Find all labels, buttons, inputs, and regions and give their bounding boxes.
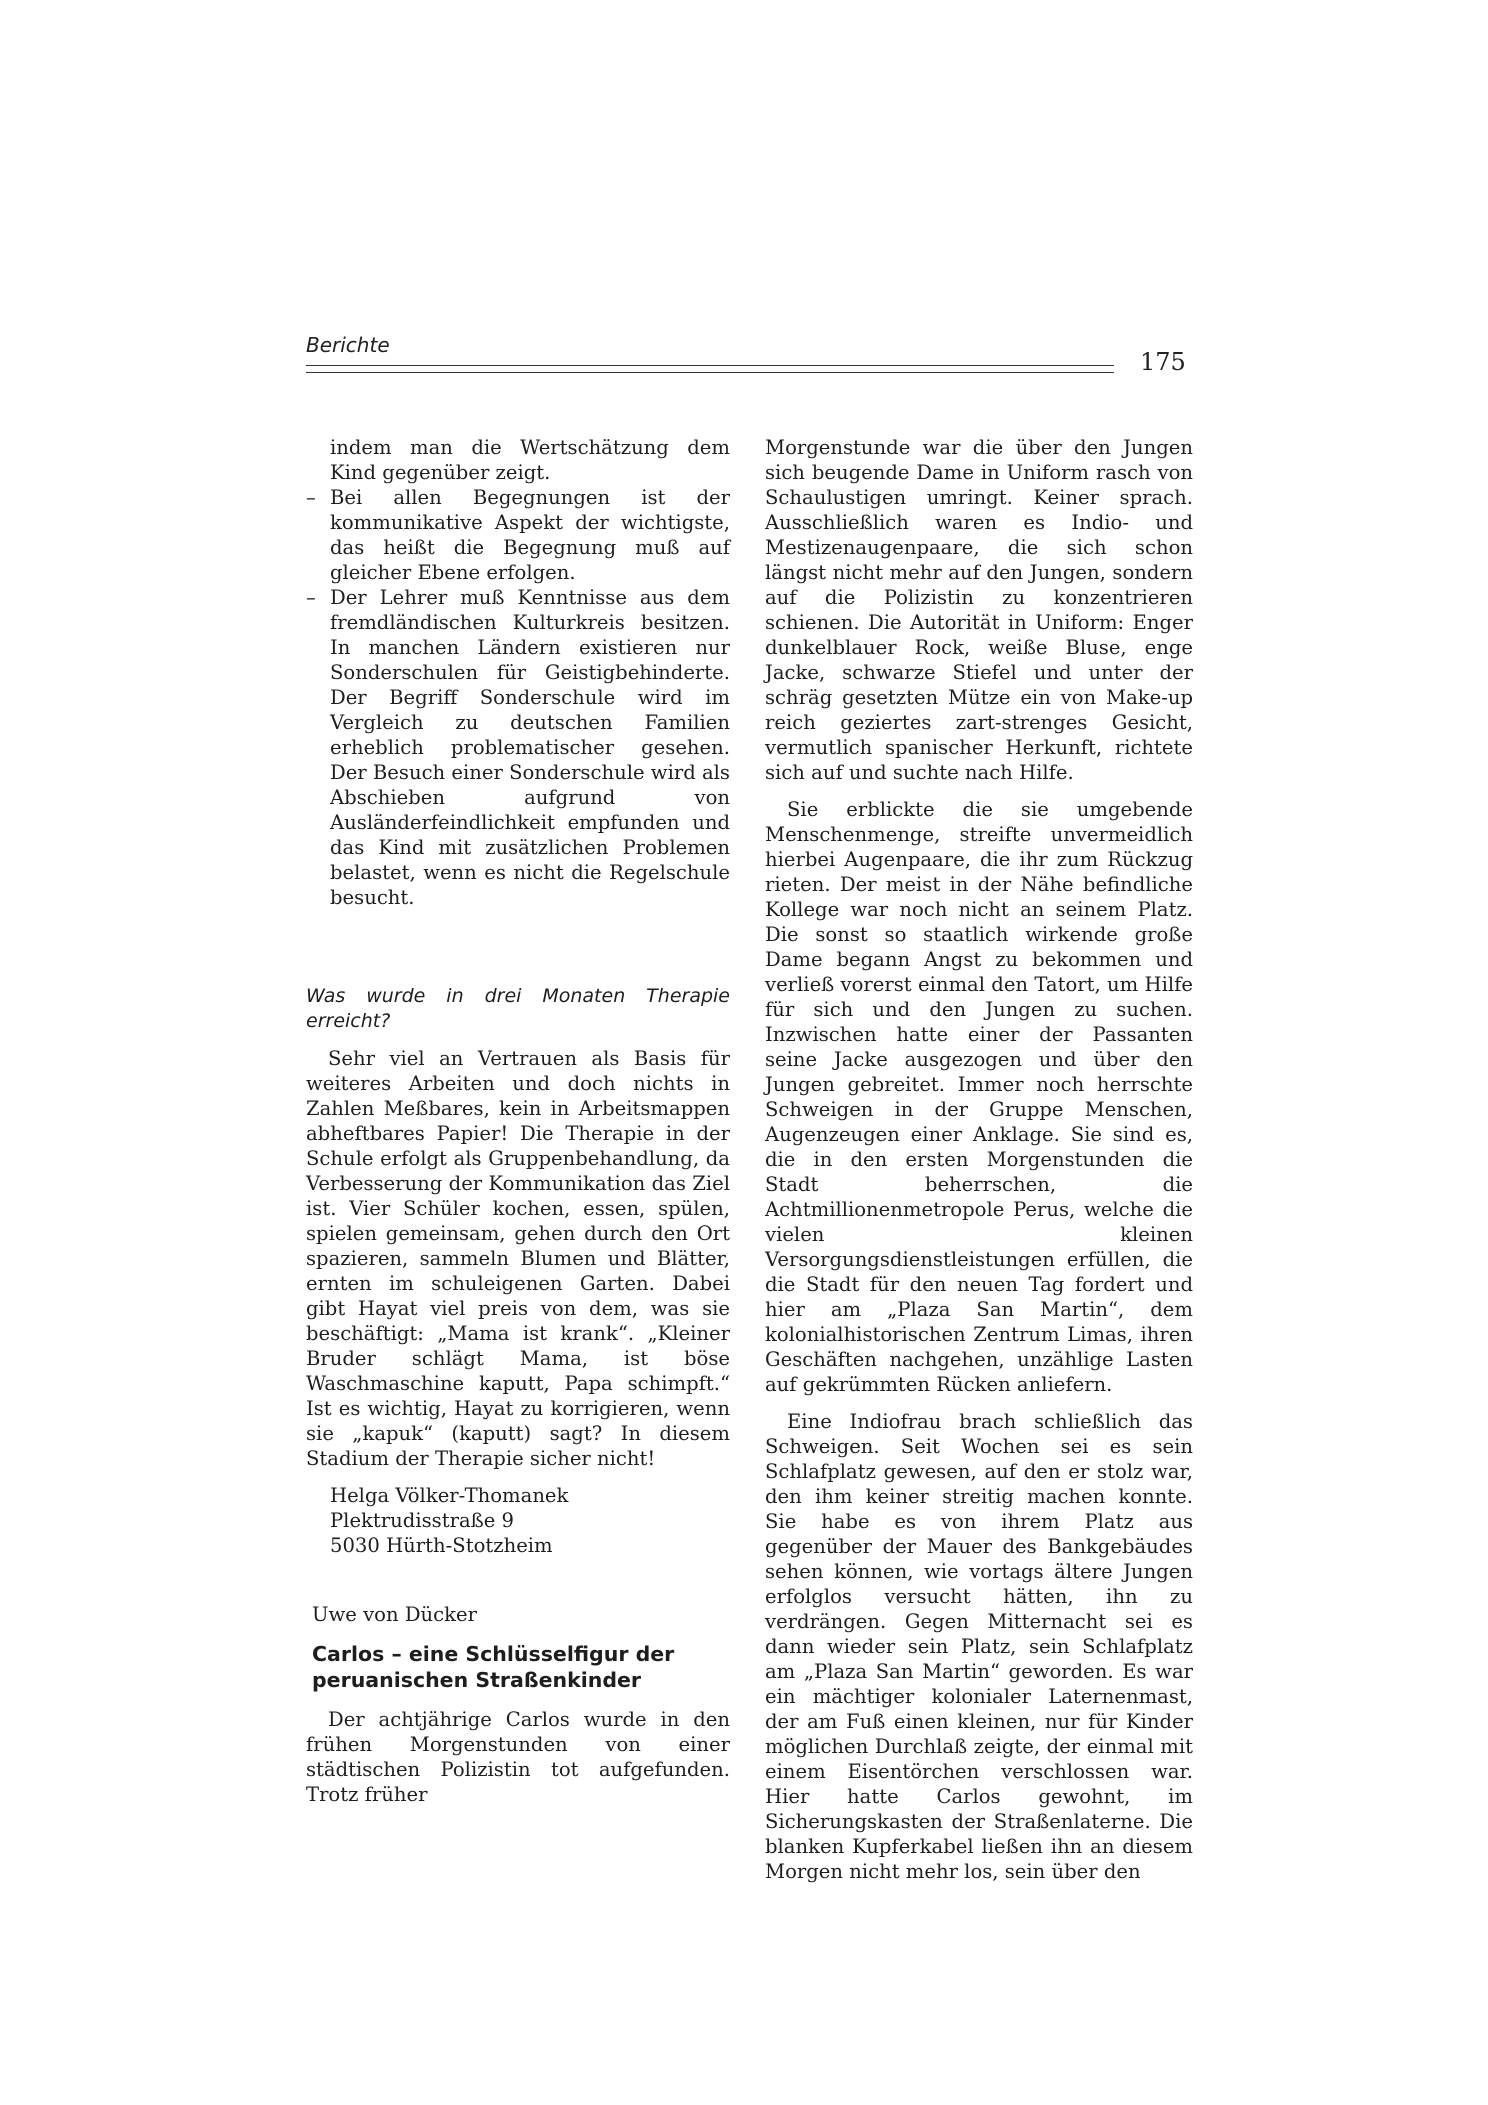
section-paragraph: Sehr viel an Vertrauen als Basis für weiteres Arbeiten und doch nichts in Zahlen Meßbares, kein in Arbeitsmappen abheftbares Papier! Die Therapie in der Schule erfolgt als Gruppenbehandlung, da Verbesserung der Kommunikation das Ziel ist. Vier Schüler kochen, essen, spülen, spielen gemeinsam, gehen durch den Ort spazieren, sammeln Blumen und Blätter, ernten im schuleigenen Garten. Dabei gibt Hayat viel preis von dem, was sie beschäftigt: „Mama ist krank“. „Kleiner Bruder schlägt Mama, ist böse Waschmaschine kaputt, Papa schimpft.“ Ist es wichtig, Hayat zu korrigieren, wenn sie „kapuk“ (kaputt) sagt? In diesem Stadium der Therapie sicher nicht! <box>306 1047 730 1470</box>
address-name: Helga Völker-Thomanek <box>330 1484 569 1507</box>
section-heading: Was wurde in drei Monaten Therapie erreicht? <box>306 985 730 1032</box>
address-street: Plektrudisstraße 9 <box>330 1509 514 1532</box>
article-author: Uwe von Dücker <box>312 1603 477 1626</box>
right-column <box>765 435 1193 1884</box>
author-address <box>306 1483 730 1558</box>
article-opening: Der achtjährige Carlos wurde in den frühen Morgenstunden von einer städtischen Polizistin tot aufgefunden. Trotz früher <box>306 1708 730 1806</box>
page-number: 175 <box>1140 348 1186 376</box>
running-head: Berichte <box>306 333 390 357</box>
article-title: Carlos – eine Schlüsselfigur der peruanischen Straßenkinder <box>312 1642 675 1692</box>
bullet-item: – Bei allen Begegnungen ist der kommunikative Aspekt der wichtigste, das heißt die Begegnung muß auf gleicher Ebene erfolgen. <box>306 485 730 585</box>
article-paragraph: Eine Indiofrau brach schließlich das Schweigen. Seit Wochen sei es sein Schlafplatz gewesen, auf den er stolz war, den ihm keiner streitig machen konnte. Sie habe es von ihrem Platz aus gegenüber der Mauer des Bankgebäudes sehen können, wie vortags ältere Jungen erfolglos versucht hätten, ihn zu verdrängen. Gegen Mitternacht sei es dann wieder sein Platz, sein Schlafplatz am „Plaza San Martin“ geworden. Es war ein mächtiger kolonialer Laternenmast, der am Fuß einen kleinen, nur für Kinder möglichen Durchlaß zeigte, der einmal mit einem Eisentörchen verschlossen war. Hier hatte Carlos gewohnt, im Sicherungskasten der Straßenlaterne. Die blanken Kupferkabel ließen ihn an diesem Morgen nicht mehr los, sein über den <box>765 1410 1193 1883</box>
intro-continuation: indem man die Wertschätzung dem Kind gegenüber zeigt. <box>330 436 730 484</box>
left-column <box>306 435 730 1807</box>
bullet-list <box>306 485 730 910</box>
article-paragraph: Morgenstunde war die über den Jungen sich beugende Dame in Uniform rasch von Schaulustigen umringt. Keiner sprach. Ausschließlich waren es Indio- und Mestizenaugenpaare, die sich schon längst nicht mehr auf den Jungen, sondern auf die Polizistin zu konzentrieren schienen. Die Autorität in Uniform: Enger dunkelblauer Rock, weiße Bluse, enge Jacke, schwarze Stiefel und unter der schräg gesetzten Mütze ein von Make-up reich geziertes zart-strenges Gesicht, vermutlich spanischer Herkunft, richtete sich auf und suchte nach Hilfe. <box>765 436 1193 784</box>
bullet-item: – Der Lehrer muß Kenntnisse aus dem fremdländischen Kulturkreis besitzen. In manchen Ländern existieren nur Sonderschulen für Geistigbehinderte. Der Begriff Sonderschule wird im Vergleich zu deutschen Familien erheblich problematischer gesehen. Der Besuch einer Sonderschule wird als Abschieben aufgrund von Ausländerfeindlichkeit empfunden und das Kind mit zusätzlichen Problemen belastet, wenn es nicht die Regelschule besucht. <box>306 585 730 910</box>
address-city: 5030 Hürth-Stotzheim <box>330 1534 553 1557</box>
header-rule-bottom <box>306 372 1114 373</box>
header-rule-top <box>306 365 1114 366</box>
article-paragraph: Sie erblickte die sie umgebende Menschenmenge, streifte unvermeidlich hierbei Augenpaare, die ihr zum Rückzug rieten. Der meist in der Nähe befindliche Kollege war noch nicht an seinem Platz. Die sonst so staatlich wirkende große Dame begann Angst zu bekommen und verließ vorerst einmal den Tatort, um Hilfe für sich und den Jungen zu suchen. Inzwischen hatte einer der Passanten seine Jacke ausgezogen und über den Jungen gebreitet. Immer noch herrschte Schweigen in der Gruppe Menschen, Augenzeugen einer Anklage. Sie sind es, die in den ersten Morgenstunden die Stadt beherrschen, die Achtmillionenmetropole Perus, welche die vielen kleinen Versorgungsdienstleistungen erfüllen, die die Stadt für den neuen Tag fordert und hier am „Plaza San Martin“, dem kolonialhistorischen Zentrum Limas, ihren Geschäften nachgehen, unzählige Lasten auf gekrümmten Rücken anliefern. <box>765 798 1193 1396</box>
